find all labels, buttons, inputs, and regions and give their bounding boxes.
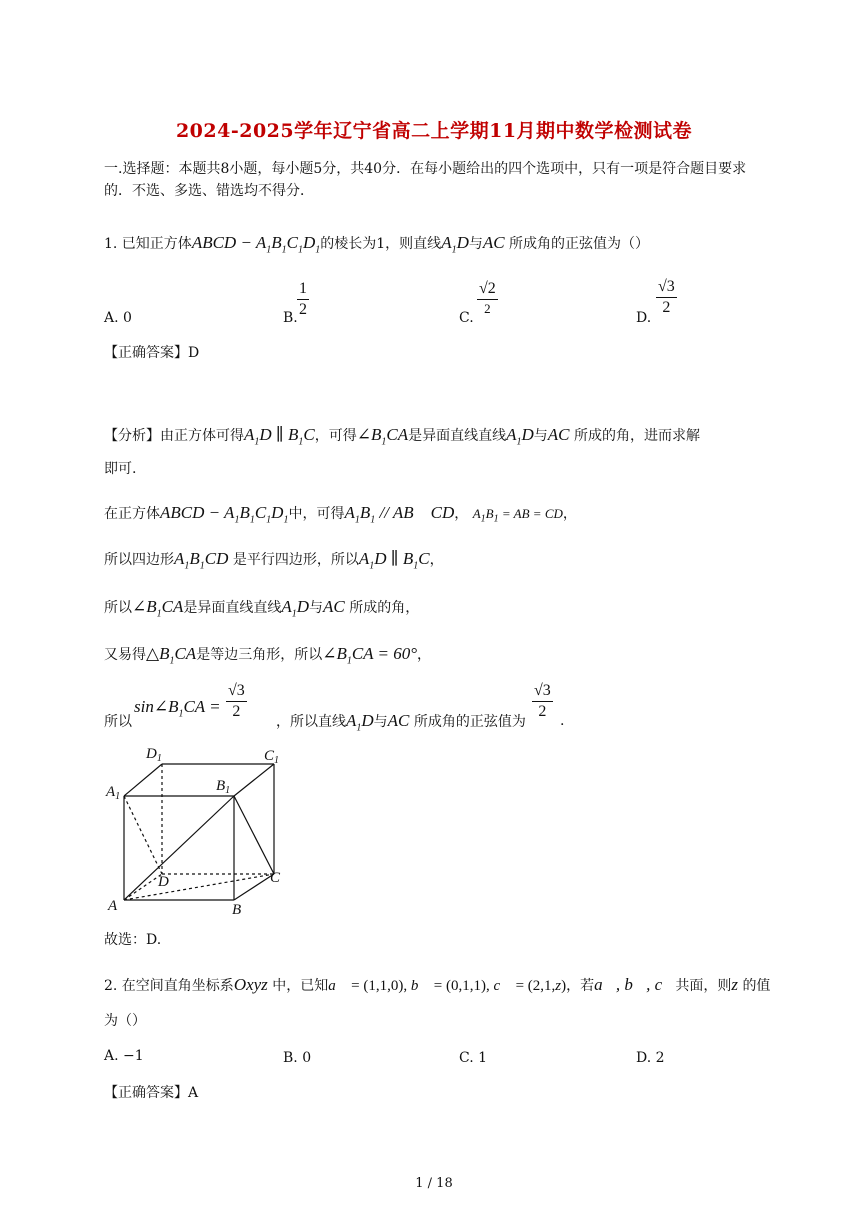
label-A: A: [108, 898, 118, 914]
page-title: 2024-2025学年辽宁省高二上学期11月期中数学检测试卷: [175, 120, 693, 142]
q2-answer: 【正确答案】A: [104, 1085, 199, 1101]
analysis-line-3: 所以四边形$A_1B_1CD$ 是平行四边形，所以$A_1D$ ∥ $B_1C$，: [104, 549, 444, 572]
q2-option-c: C. 1: [459, 1050, 488, 1066]
q1-option-d-label: D.: [636, 310, 652, 326]
analysis-line-1: 【分析】由正方体可得$A_1D$ ∥ $B_1C$，可得$\angle B_1CA$是异面直线直线$A_1D$与AC 所成的角，进而求解: [104, 425, 700, 448]
q1-conclusion: 故选：D.: [104, 932, 162, 948]
q1-option-b-label: B.: [283, 310, 298, 326]
label-C: C: [270, 870, 281, 886]
q1-answer: 【正确答案】D: [104, 345, 200, 361]
analysis-line-6-sin: $\sin\angle B_1CA$ =: [134, 697, 221, 720]
cube-figure: [100, 740, 300, 920]
analysis-period: .: [560, 713, 565, 729]
q1-option-a: A. 0: [104, 310, 132, 326]
q1-option-d-fraction: $\frac{√3}{2}$: [658, 278, 675, 316]
section-intro: 一.选择题：本题共8小题，每小题5分，共40分．在每小题给出的四个选项中，只有一项是符合题目要求的．不选、多选、错选均不得分．: [104, 161, 747, 199]
q1-option-c-fraction: √2 2: [479, 280, 496, 316]
analysis-line-4: 所以$\angle B_1CA$是异面直线直线$A_1D$与AC 所成的角，: [104, 597, 420, 620]
label-B1: $B_1$: [216, 778, 231, 796]
q1-option-b-fraction: $\frac{1}{2}$: [299, 280, 307, 318]
analysis-line-2: 在正方体ABCD − $A_1B_1C_1D_1$中，可得$A_1B_1$ // AB CD， $A_1B_1$ = AB = CD，: [104, 503, 577, 526]
analysis-line-6: 所以 ，所以直线$A_1D$与AC 所成角的正弦值为: [104, 711, 526, 734]
label-B: B: [232, 902, 242, 918]
q2-option-d: D. 2: [636, 1050, 665, 1066]
question-2-stem: 2. 在空间直角坐标系Oxyz 中，已知a⃗ = (1,1,0), b⃗ = (0,1,1), c⃗ = (2,1,z)，若a⃗, b⃗, c⃗共面，则z 的值: [104, 975, 771, 994]
q2-option-b: B. 0: [283, 1050, 312, 1066]
label-A1: $A_1$: [106, 784, 121, 802]
q1-option-c-label: C.: [459, 310, 474, 326]
question-2-stem-line2: 为（）: [104, 1013, 146, 1029]
label-D: D: [158, 874, 169, 890]
page-number: 1 / 18: [415, 1176, 453, 1191]
q2-option-a: A. −1: [104, 1048, 144, 1064]
analysis-line-5: 又易得$\triangle B_1CA$是等边三角形，所以$\angle B_1CA = 60^\circ$，: [104, 644, 432, 667]
analysis-sin-fraction: $\frac{√3}{2}$: [228, 682, 245, 720]
question-1-stem: 1. 已知正方体ABCD − $A_1B_1C_1D_1$的棱长为1，则直线$A_1D$与AC 所成角的正弦值为（）: [104, 233, 650, 256]
analysis-result-fraction: $\frac{√3}{2}$: [534, 682, 551, 720]
label-D1: $D_1$: [146, 746, 162, 764]
analysis-line-1b: 即可.: [104, 461, 137, 477]
label-C1: $C_1$: [264, 748, 280, 766]
